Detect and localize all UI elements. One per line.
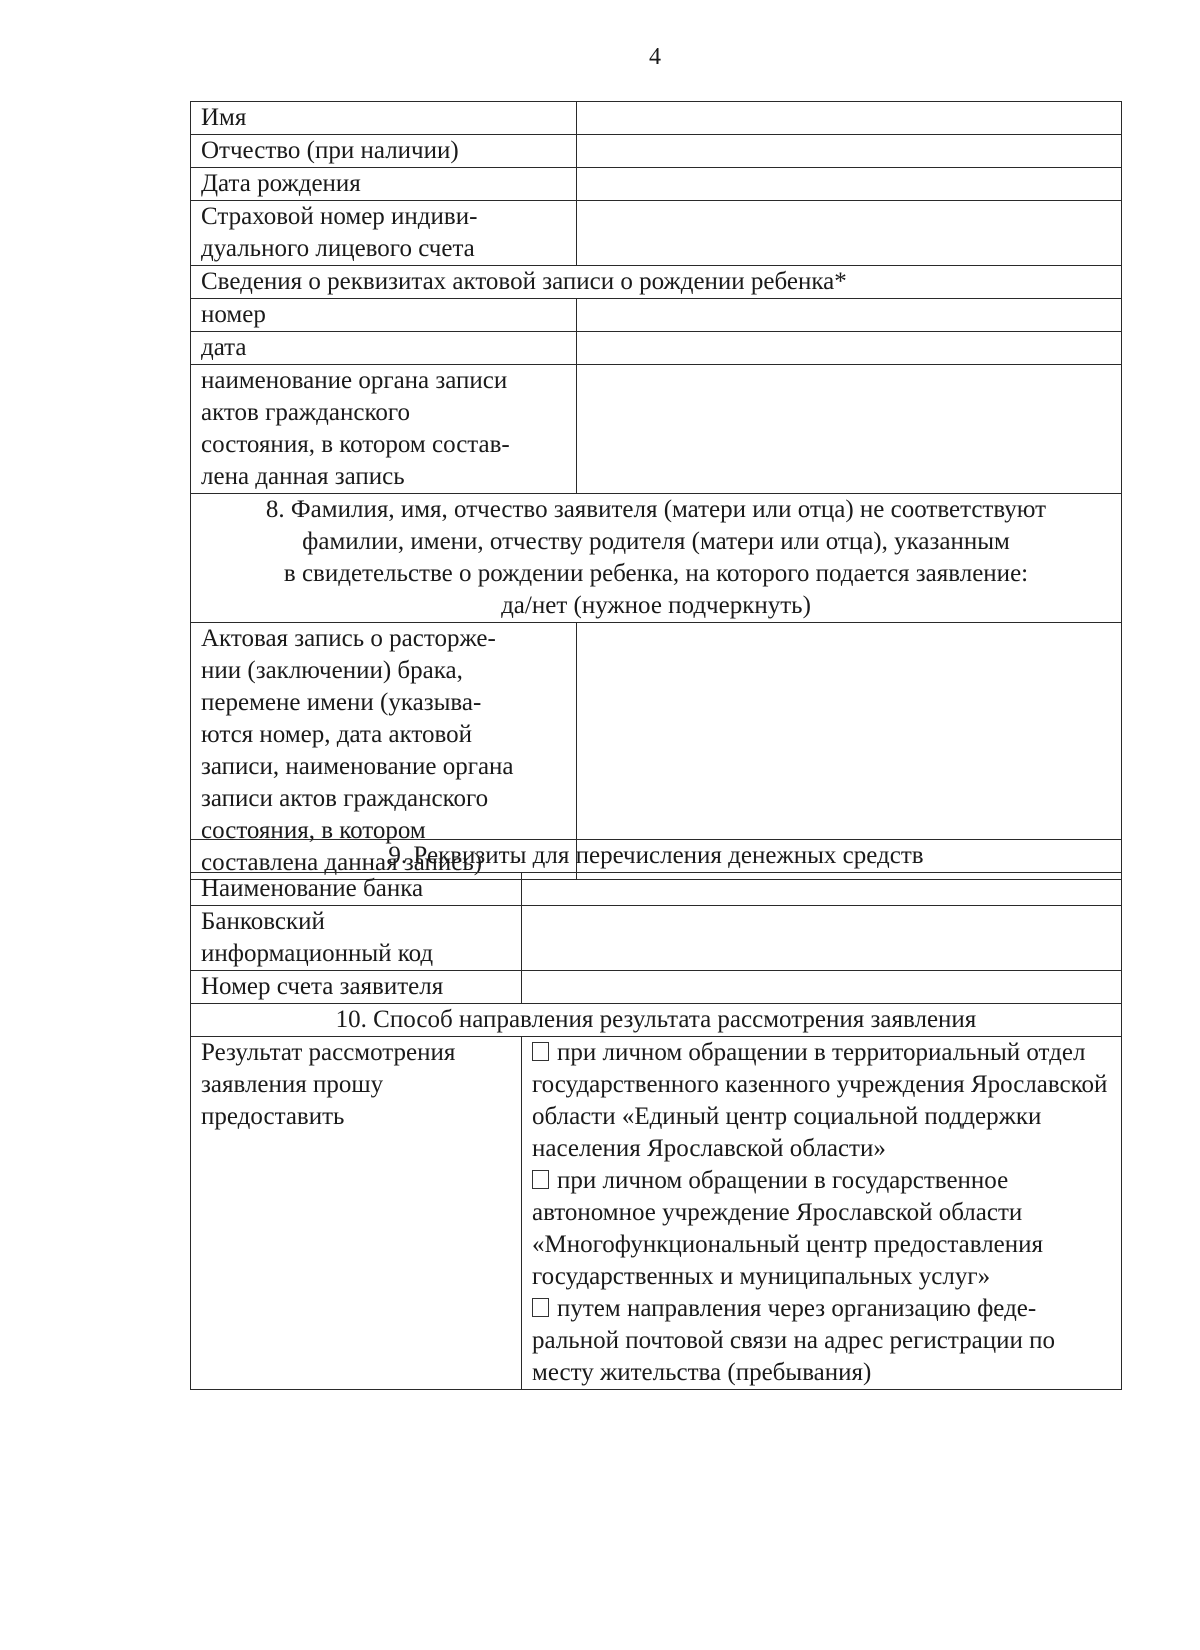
application-form-table-bank <box>190 839 1122 1390</box>
field-value-account-number[interactable] <box>522 971 1122 1004</box>
field-value-registry-office[interactable] <box>577 365 1122 494</box>
table-row <box>191 873 1122 906</box>
table-row <box>191 135 1122 168</box>
birth-record-header: Сведения о реквизитах актовой записи о рождении ребенка* <box>191 266 1122 299</box>
table-row <box>191 332 1122 365</box>
delivery-options <box>522 1037 1122 1390</box>
field-value-snils[interactable] <box>577 201 1122 266</box>
table-row <box>191 840 1122 873</box>
table-row <box>191 971 1122 1004</box>
field-label-bik: Банковский информационный код <box>191 906 522 971</box>
field-value-bank-name[interactable] <box>522 873 1122 906</box>
field-label-birth-date: Дата рождения <box>191 168 577 201</box>
table-row <box>191 1004 1122 1037</box>
delivery-option-territorial-office[interactable] <box>532 1037 1111 1165</box>
field-label-marriage-record: Актовая запись о расторже- нии (заключении) брака, перемене имени (указыва- ются номер, дата актовой записи, наименование органа записи актов гражданского состояния, в котором составлена данная запись) <box>191 623 577 880</box>
field-label-name: Имя <box>191 102 577 135</box>
table-row <box>191 102 1122 135</box>
field-value-patronymic[interactable] <box>577 135 1122 168</box>
option-label: при личном обращении в территориальный отдел государственного казенного учреждения Ярославской области «Единый центр социальной поддержки населения Ярославской области» <box>532 1039 1108 1162</box>
table-row <box>191 1037 1122 1390</box>
field-value-record-number[interactable] <box>577 299 1122 332</box>
field-label-snils: Страховой номер индиви- дуального лицевого счета <box>191 201 577 266</box>
field-value-bik[interactable] <box>522 906 1122 971</box>
table-row <box>191 365 1122 494</box>
field-label-patronymic: Отчество (при наличии) <box>191 135 577 168</box>
section-9-header: 9. Реквизиты для перечисления денежных средств <box>191 840 1122 873</box>
field-value-birth-date[interactable] <box>577 168 1122 201</box>
field-label-delivery-method: Результат рассмотрения заявления прошу предоставить <box>191 1037 522 1390</box>
option-label: путем направления через организацию феде-ральной почтовой связи на адрес регистрации по месту жительства (пребывания) <box>532 1295 1055 1386</box>
field-label-registry-office: наименование органа записи актов гражданского состояния, в котором состав- лена данная запись <box>191 365 577 494</box>
table-row <box>191 906 1122 971</box>
field-value-name[interactable] <box>577 102 1122 135</box>
checkbox[interactable] <box>532 1298 549 1317</box>
table-row <box>191 201 1122 266</box>
table-row <box>191 266 1122 299</box>
field-label-account-number: Номер счета заявителя <box>191 971 522 1004</box>
option-label: при личном обращении в государственное автономное учреждение Ярославской области «Многофункциональный центр предоставления государственных и муниципальных услуг» <box>532 1167 1044 1290</box>
checkbox[interactable] <box>532 1170 549 1189</box>
delivery-option-mfc[interactable] <box>532 1165 1111 1293</box>
table-row <box>191 168 1122 201</box>
section-8-statement: 8. Фамилия, имя, отчество заявителя (матери или отца) не соответствуют фамилии, имени, отчеству родителя (матери или отца), указанным в свидетельстве о рождении ребенка, на которого подается заявление: да/нет (нужное подчеркнуть) <box>191 494 1122 623</box>
field-label-record-number: номер <box>191 299 577 332</box>
page-number: 4 <box>649 44 661 70</box>
delivery-option-post[interactable] <box>532 1293 1111 1389</box>
table-row <box>191 299 1122 332</box>
field-value-record-date[interactable] <box>577 332 1122 365</box>
table-row <box>191 494 1122 623</box>
application-form-table <box>190 101 1122 880</box>
section-10-header: 10. Способ направления результата рассмотрения заявления <box>191 1004 1122 1037</box>
field-label-record-date: дата <box>191 332 577 365</box>
field-label-bank-name: Наименование банка <box>191 873 522 906</box>
checkbox[interactable] <box>532 1042 549 1061</box>
